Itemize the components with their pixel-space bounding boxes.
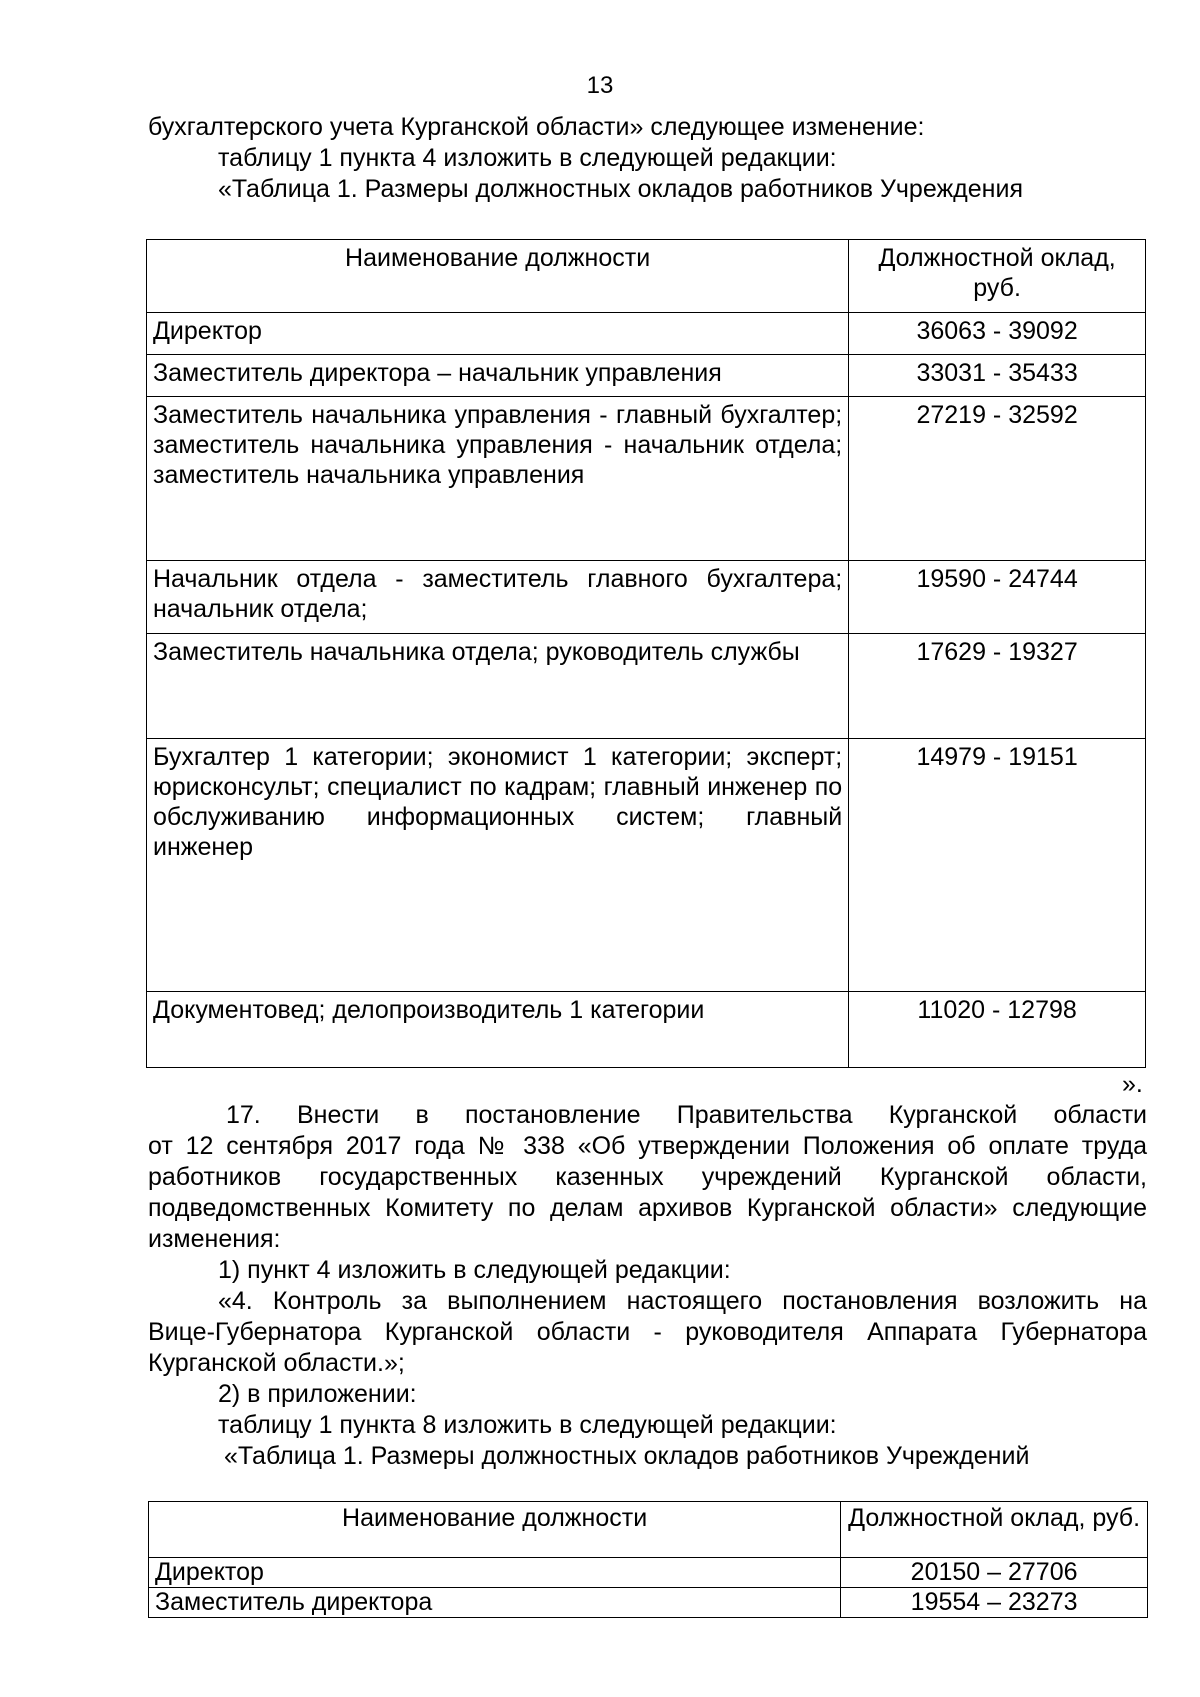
table-row [147,739,1146,992]
item17-line-1: 17. Внести в постановление Правительства Курганской области [226,1101,1147,1129]
salary-cell: 14979 - 19151 [849,739,1146,992]
salary-cell: 33031 - 35433 [849,355,1146,397]
salary-cell: 19554 – 23273 [841,1588,1148,1618]
intro-line-1: бухгалтерского учета Курганской области» следующее изменение: [148,113,925,141]
closing-quote: ». [1122,1070,1143,1098]
header-position: Наименование должности [149,1502,841,1558]
header-position: Наименование должности [147,240,849,313]
position-cell: Документовед; делопроизводитель 1 категории [147,992,849,1068]
position-cell: Начальник отдела - заместитель главного бухгалтера; начальник отдела; [147,561,849,634]
position-cell: Директор [149,1558,841,1588]
salary-cell: 19590 - 24744 [849,561,1146,634]
intro-line-3: «Таблица 1. Размеры должностных окладов работников Учреждения [218,175,1023,203]
position-cell: Заместитель начальника отдела; руководитель службы [147,634,849,739]
item17-line-2: от 12 сентября 2017 года № 338 «Об утверждении Положения об оплате труда [148,1132,1147,1160]
item17-line-3: работников государственных казенных учреждений Курганской области, [148,1163,1147,1191]
item17-line-4: подведомственных Комитету по делам архивов Курганской области» следующие [148,1194,1147,1222]
position-cell: Заместитель директора – начальник управления [147,355,849,397]
position-cell: Бухгалтер 1 категории; экономист 1 категории; эксперт; юрисконсульт; специалист по кадрам; главный инженер по обслуживанию информационных систем; главный инженер [147,739,849,992]
table-row [147,561,1146,634]
intro-line-2: таблицу 1 пункта 4 изложить в следующей редакции: [218,144,837,172]
table-row [149,1588,1148,1618]
item17-line-8: Вице-Губернатора Курганской области - руководителя Аппарата Губернатора [148,1318,1147,1346]
position-cell: Заместитель директора [149,1588,841,1618]
table-row [147,634,1146,739]
page-number: 13 [586,72,614,99]
salary-cell: 27219 - 32592 [849,397,1146,561]
table-header-row [149,1502,1148,1558]
item17-line-6: 1) пункт 4 изложить в следующей редакции: [218,1256,731,1284]
item17-line-7: «4. Контроль за выполнением настоящего постановления возложить на [218,1287,1147,1315]
header-salary: Должностной оклад, руб. [849,240,1146,313]
table-row [149,1558,1148,1588]
salary-cell: 36063 - 39092 [849,313,1146,355]
salary-cell: 20150 – 27706 [841,1558,1148,1588]
position-cell: Директор [147,313,849,355]
item17-line-9: Курганской области.»; [148,1349,405,1377]
salary-cell: 11020 - 12798 [849,992,1146,1068]
item17-line-5: изменения: [148,1225,281,1253]
table-row [147,992,1146,1068]
item17-line-11: таблицу 1 пункта 8 изложить в следующей редакции: [218,1411,837,1439]
item17-line-12: «Таблица 1. Размеры должностных окладов работников Учреждений [224,1442,1030,1470]
item17-line-10: 2) в приложении: [218,1380,417,1408]
header-salary: Должностной оклад, руб. [841,1502,1148,1558]
table-row [147,355,1146,397]
table-header-row [147,240,1146,313]
position-cell: Заместитель начальника управления - главный бухгалтер; заместитель начальника управления - начальник отдела; заместитель начальника управления [147,397,849,561]
salary-cell: 17629 - 19327 [849,634,1146,739]
table-row [147,313,1146,355]
salary-table-2 [148,1501,1148,1618]
salary-table-1 [146,239,1146,1068]
table-row [147,397,1146,561]
